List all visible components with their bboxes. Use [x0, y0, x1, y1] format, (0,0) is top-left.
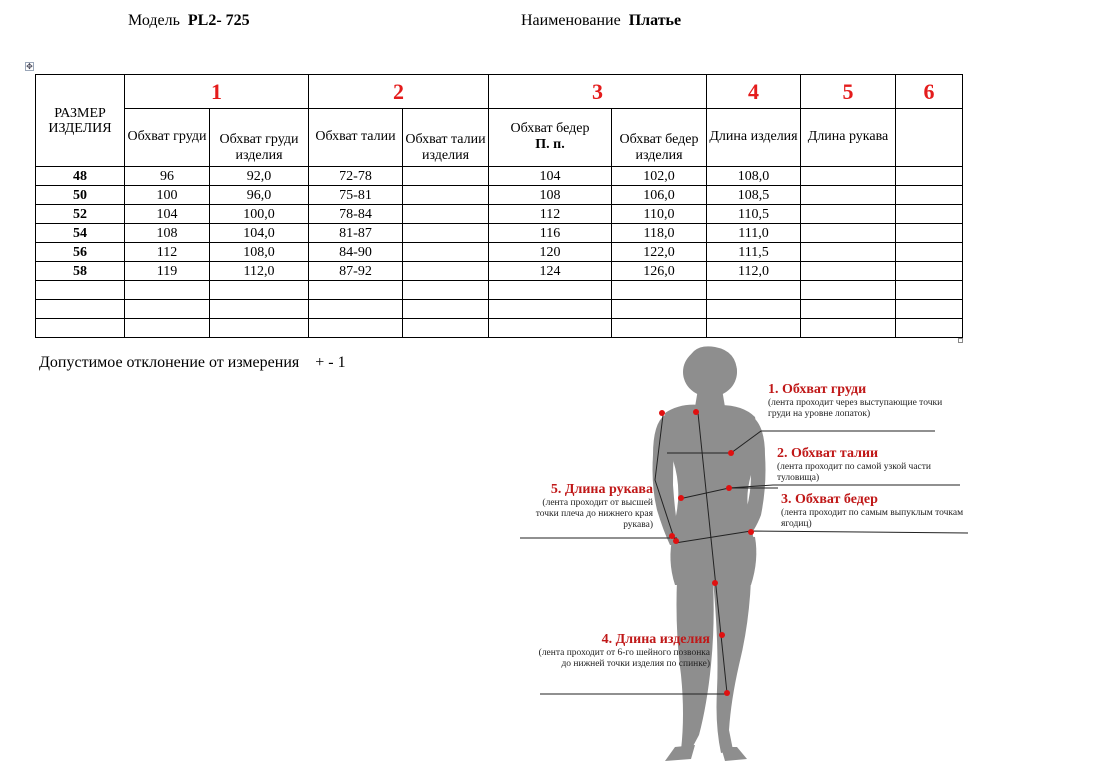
cell-waist-garment — [403, 300, 489, 319]
cell-hips: 120 — [489, 243, 612, 262]
cell-chest-garment: 100,0 — [210, 205, 309, 224]
cell-length: 108,5 — [707, 186, 801, 205]
cell-sleeve — [801, 319, 896, 338]
tolerance-text: Допустимое отклонение от измерения — [39, 354, 300, 371]
hips-title: 3. Обхват бедер — [781, 492, 878, 507]
cell-waist: 72-78 — [309, 167, 403, 186]
column-label-chest-garment: Обхват груди изделия — [210, 109, 309, 167]
column-label-hips-garment: Обхват бедер изделия — [612, 109, 707, 167]
marker-length-1 — [712, 580, 718, 586]
chest-title: 1. Обхват груди — [768, 382, 867, 397]
table-row — [36, 300, 963, 319]
cell-chest: 119 — [125, 262, 210, 281]
cell-size: 54 — [36, 224, 125, 243]
cell-hips: 116 — [489, 224, 612, 243]
cell-waist — [309, 300, 403, 319]
cell-hips: 108 — [489, 186, 612, 205]
marker-hip-right — [748, 529, 754, 535]
table-row — [36, 186, 963, 205]
sleeve-desc: (лента проходит от высшей точки плеча до нижнего края рукава) — [535, 498, 653, 530]
cell-chest-garment: 92,0 — [210, 167, 309, 186]
name-line — [521, 12, 681, 30]
chest-annotation — [768, 382, 958, 420]
cell-hips-garment — [612, 281, 707, 300]
model-value: PL2- 725 — [187, 12, 250, 29]
cell-extra — [896, 224, 963, 243]
measurement-figure — [515, 345, 995, 765]
table-move-handle-icon[interactable]: ✥ — [26, 62, 33, 71]
cell-chest-garment: 112,0 — [210, 262, 309, 281]
column-label-row — [36, 109, 963, 167]
cell-chest-garment — [210, 281, 309, 300]
name-value: Платье — [628, 12, 682, 29]
cell-chest-garment: 108,0 — [210, 243, 309, 262]
cell-hips-garment — [612, 319, 707, 338]
group-number-6: 6 — [896, 75, 963, 109]
cell-extra — [896, 205, 963, 224]
cell-waist: 81-87 — [309, 224, 403, 243]
marker-shoulder — [659, 410, 665, 416]
table-row — [36, 262, 963, 281]
cell-sleeve — [801, 262, 896, 281]
size-table-body — [36, 167, 963, 338]
tolerance-value: + - 1 — [315, 354, 346, 371]
cell-size — [36, 281, 125, 300]
marker-length-2 — [719, 632, 725, 638]
cell-extra — [896, 243, 963, 262]
column-label-sleeve: Длина рукава — [801, 109, 896, 167]
cell-hips: 104 — [489, 167, 612, 186]
cell-waist-garment — [403, 243, 489, 262]
marker-sleeve — [669, 533, 675, 539]
cell-waist — [309, 319, 403, 338]
marker-chest — [728, 450, 734, 456]
cell-length: 111,0 — [707, 224, 801, 243]
cell-size: 48 — [36, 167, 125, 186]
cell-hips-garment: 110,0 — [612, 205, 707, 224]
cell-chest: 108 — [125, 224, 210, 243]
group-number-4: 4 — [707, 75, 801, 109]
cell-chest — [125, 281, 210, 300]
cell-length — [707, 300, 801, 319]
group-number-3: 3 — [489, 75, 707, 109]
cell-sleeve — [801, 205, 896, 224]
column-label-length: Длина изделия — [707, 109, 801, 167]
waist-title: 2. Обхват талии — [777, 446, 879, 461]
column-label-waist-garment: Обхват талии изделия — [403, 109, 489, 167]
marker-waist-left — [678, 495, 684, 501]
model-line — [128, 12, 250, 30]
cell-chest — [125, 319, 210, 338]
marker-neck — [693, 409, 699, 415]
cell-waist: 84-90 — [309, 243, 403, 262]
column-label-waist: Обхват талии — [309, 109, 403, 167]
cell-waist-garment — [403, 167, 489, 186]
marker-length-3 — [724, 690, 730, 696]
marker-hip-left — [673, 538, 679, 544]
cell-waist-garment — [403, 281, 489, 300]
hips-label-text: Обхват бедер — [510, 120, 590, 136]
cell-hips-garment: 126,0 — [612, 262, 707, 281]
cell-hips — [489, 300, 612, 319]
cell-sleeve — [801, 224, 896, 243]
cell-chest — [125, 300, 210, 319]
cell-size — [36, 300, 125, 319]
cell-hips: 124 — [489, 262, 612, 281]
cell-sleeve — [801, 167, 896, 186]
tolerance-note — [39, 354, 346, 372]
length-desc: (лента проходит от 6-го шейного позвонка до нижней точки изделия по спинке) — [538, 648, 710, 669]
table-row — [36, 224, 963, 243]
table-row — [36, 243, 963, 262]
cell-sleeve — [801, 186, 896, 205]
cell-hips-garment: 102,0 — [612, 167, 707, 186]
cell-size: 58 — [36, 262, 125, 281]
size-header-cell — [36, 75, 125, 167]
cell-hips-garment: 106,0 — [612, 186, 707, 205]
cell-length: 111,5 — [707, 243, 801, 262]
table-resize-handle[interactable] — [958, 338, 963, 343]
hips-desc: (лента проходит по самым выпуклым точкам ягодиц) — [781, 508, 964, 529]
cell-hips — [489, 281, 612, 300]
size-table — [35, 74, 963, 338]
cell-size: 52 — [36, 205, 125, 224]
cell-chest: 100 — [125, 186, 210, 205]
hips-sub-label: П. п. — [535, 136, 565, 152]
cell-waist-garment — [403, 224, 489, 243]
column-label-chest: Обхват груди — [125, 109, 210, 167]
hips-annotation — [781, 492, 971, 530]
cell-extra — [896, 262, 963, 281]
cell-length: 108,0 — [707, 167, 801, 186]
cell-chest-garment: 104,0 — [210, 224, 309, 243]
sleeve-title: 5. Длина рукава — [550, 482, 653, 497]
cell-waist-garment — [403, 205, 489, 224]
cell-hips: 112 — [489, 205, 612, 224]
cell-chest-garment: 96,0 — [210, 186, 309, 205]
marker-waist-right — [726, 485, 732, 491]
cell-chest: 96 — [125, 167, 210, 186]
size-header: РАЗМЕР ИЗДЕЛИЯ — [48, 105, 112, 136]
cell-size: 50 — [36, 186, 125, 205]
cell-size — [36, 319, 125, 338]
column-label-hips — [489, 109, 612, 167]
cell-waist-garment — [403, 319, 489, 338]
table-row — [36, 319, 963, 338]
waist-annotation — [777, 446, 947, 484]
cell-waist: 75-81 — [309, 186, 403, 205]
cell-waist-garment — [403, 186, 489, 205]
cell-length — [707, 281, 801, 300]
cell-waist — [309, 281, 403, 300]
cell-chest: 112 — [125, 243, 210, 262]
table-row — [36, 167, 963, 186]
cell-chest-garment — [210, 319, 309, 338]
group-number-5: 5 — [801, 75, 896, 109]
cell-sleeve — [801, 300, 896, 319]
body-silhouette — [653, 346, 766, 761]
cell-length: 112,0 — [707, 262, 801, 281]
cell-extra — [896, 186, 963, 205]
cell-extra — [896, 167, 963, 186]
group-number-2: 2 — [309, 75, 489, 109]
cell-extra — [896, 319, 963, 338]
name-label: Наименование — [521, 12, 621, 29]
cell-hips — [489, 319, 612, 338]
cell-size: 56 — [36, 243, 125, 262]
cell-waist: 78-84 — [309, 205, 403, 224]
length-title: 4. Длина изделия — [601, 632, 710, 647]
cell-sleeve — [801, 281, 896, 300]
waist-desc: (лента проходит по самой узкой части туловища) — [777, 462, 931, 483]
cell-hips-garment — [612, 300, 707, 319]
cell-hips-garment: 118,0 — [612, 224, 707, 243]
model-label: Модель — [128, 12, 180, 29]
cell-extra — [896, 281, 963, 300]
cell-sleeve — [801, 243, 896, 262]
table-row — [36, 205, 963, 224]
cell-length — [707, 319, 801, 338]
cell-chest: 104 — [125, 205, 210, 224]
cell-hips-garment: 122,0 — [612, 243, 707, 262]
sleeve-annotation — [525, 482, 653, 531]
cell-extra — [896, 300, 963, 319]
cell-waist-garment — [403, 262, 489, 281]
cell-length: 110,5 — [707, 205, 801, 224]
chest-desc: (лента проходит через выступающие точки груди на уровне лопаток) — [768, 398, 943, 419]
group-number-1: 1 — [125, 75, 309, 109]
column-label-blank — [896, 109, 963, 167]
table-row — [36, 281, 963, 300]
group-number-row — [36, 75, 963, 109]
length-annotation — [535, 632, 710, 670]
cell-waist: 87-92 — [309, 262, 403, 281]
cell-chest-garment — [210, 300, 309, 319]
